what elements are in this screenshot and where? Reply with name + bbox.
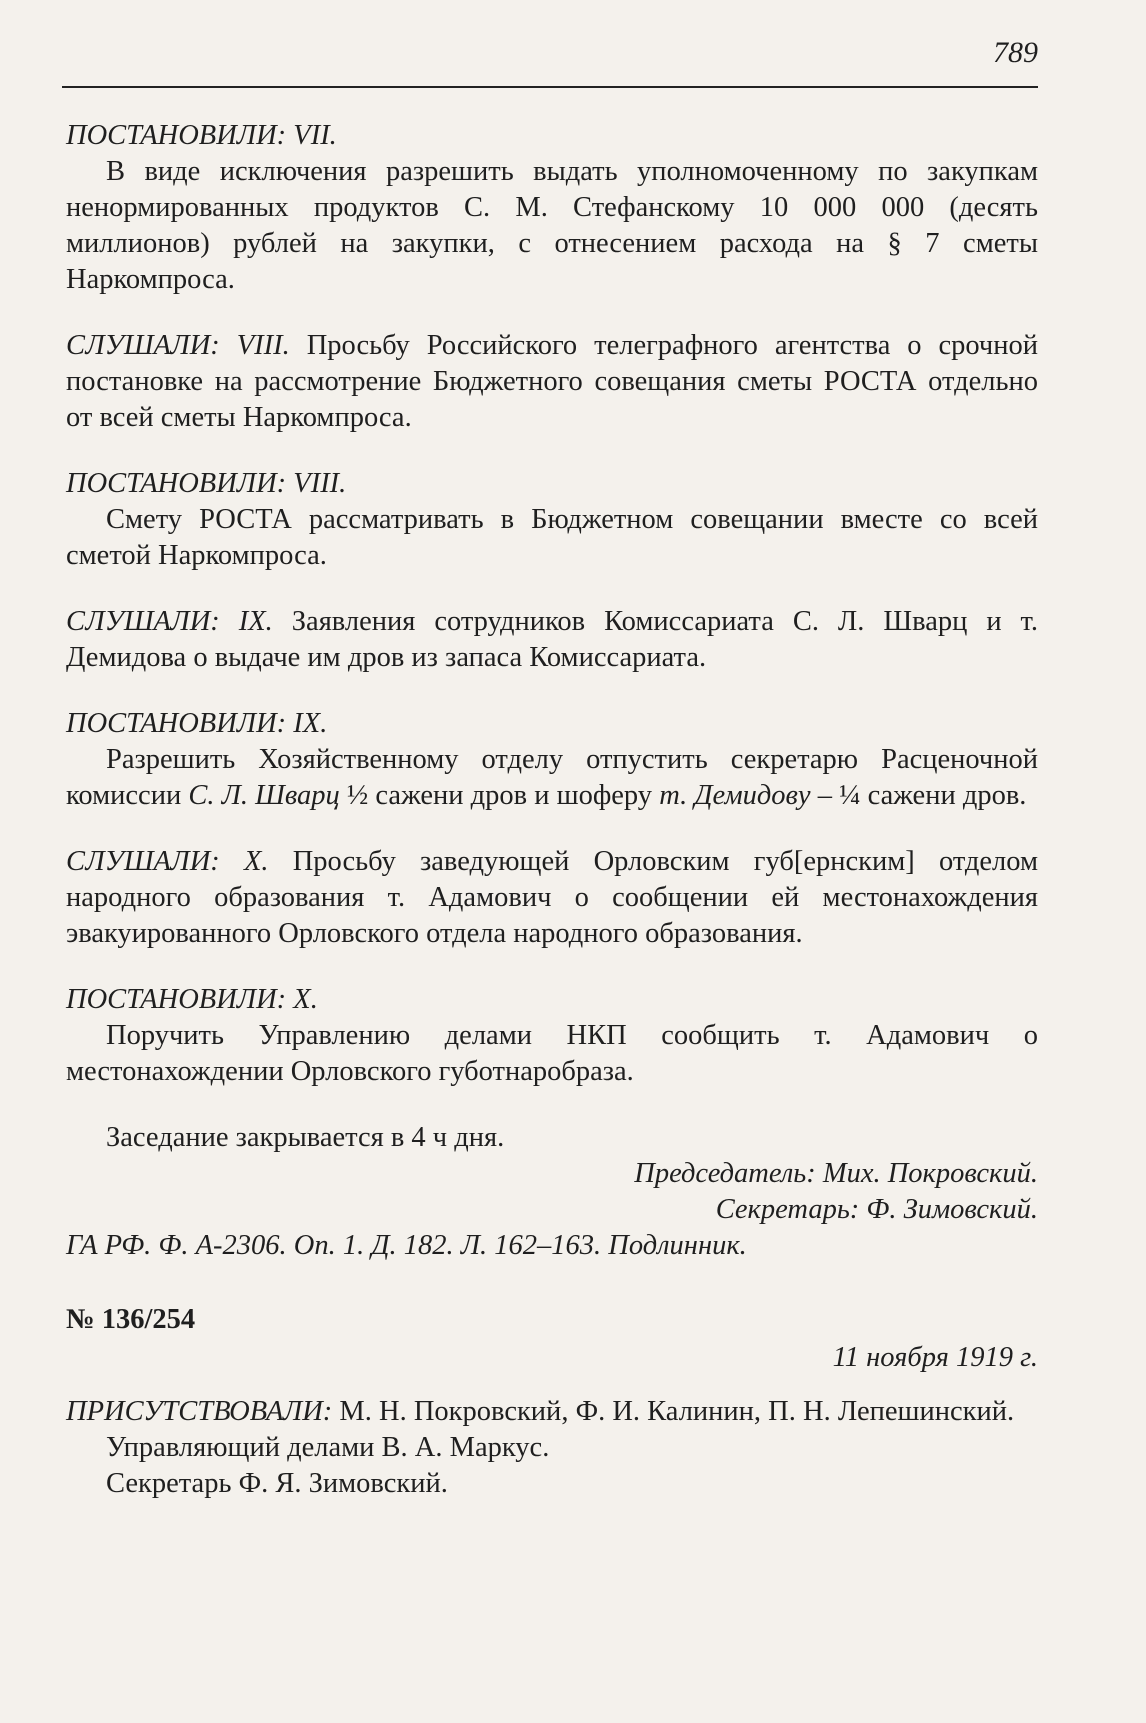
section-text: Поручить Управлению делами НКП сообщить т. Адамович о местонахождении Орловского губотнаробраза. [66,1020,1038,1087]
closing-line: Заседание закрывается в 4 ч дня. [106,1122,505,1153]
document-heading [66,1302,1038,1378]
text-fragment: – ¼ сажени дров. [817,780,1027,811]
attendance-paragraph [66,1394,1038,1430]
archive-source: ГА РФ. Ф. А-2306. Оп. 1. Д. 182. Л. 162–163. Подлинник. [66,1230,747,1261]
section-text: Просьбу заведующей Орловским губ[ернским] отделом народного образования т. Адамович о сообщении ей местонахождения эвакуированного Орловского отдела народного образования. [66,846,1039,949]
secretary-line: Секретарь Ф. Я. Зимовский. [106,1468,448,1499]
attendance-heading: ПРИСУТСТВОВАЛИ: [66,1396,333,1427]
section-text: Заявления сотрудников Комиссариата С. Л. Шварц и т. Демидова о выдаче им дров из запаса Комиссариата. [66,606,1038,673]
section-text: В виде исключения разрешить выдать уполномоченному по закупкам ненормированных продуктов С. М. Стефанскому 10 000 000 (десять миллионов) рублей на закупки, с отнесением расхода на § 7 сметы Наркомпроса. [66,156,1038,295]
section-heading: СЛУШАЛИ: X. [66,846,269,877]
document-body [66,118,1038,1502]
section-heading: СЛУШАЛИ: VIII. [66,330,290,361]
manager-line: Управляющий делами В. А. Маркус. [106,1432,550,1463]
section-paragraph [66,328,1038,436]
secretary-signature: Секретарь: Ф. Зимовский. [715,1194,1038,1225]
section-text: Смету РОСТА рассматривать в Бюджетном совещании вместе со всей сметой Наркомпроса. [66,504,1038,571]
section-heading: ПОСТАНОВИЛИ: VII. [66,120,337,151]
section-heading: ПОСТАНОВИЛИ: X. [66,984,318,1015]
chairman-signature: Председатель: Мих. Покровский. [634,1158,1038,1189]
page-number: 789 [993,36,1038,69]
person-name: т. Демидову [659,780,811,811]
section-heading: ПОСТАНОВИЛИ: VIII. [66,468,347,499]
section-heading: СЛУШАЛИ: IX. [66,606,273,637]
attendance-names: М. Н. Покровский, Ф. И. Калинин, П. Н. Лепешинский. [339,1396,1015,1427]
section-heading: ПОСТАНОВИЛИ: IX. [66,708,328,739]
document-date: 11 ноября 1919 г. [832,1342,1038,1373]
section-paragraph [66,604,1038,676]
section-text [66,742,1038,814]
document-number: № 136/254 [66,1304,196,1335]
text-fragment: Разрешить Хозяйственному отделу отпустить секретарю Расценочной комиссии [66,744,1038,811]
section-text: Просьбу Российского телеграфного агентства о срочной постановке на рассмотрение Бюджетного совещания сметы РОСТА отдельно от всей сметы Наркомпроса. [66,330,1038,433]
section-paragraph [66,844,1038,952]
person-name: С. Л. Шварц [188,780,340,811]
text-fragment: ½ сажени дров и шоферу [346,780,653,811]
page-header [62,30,1038,88]
